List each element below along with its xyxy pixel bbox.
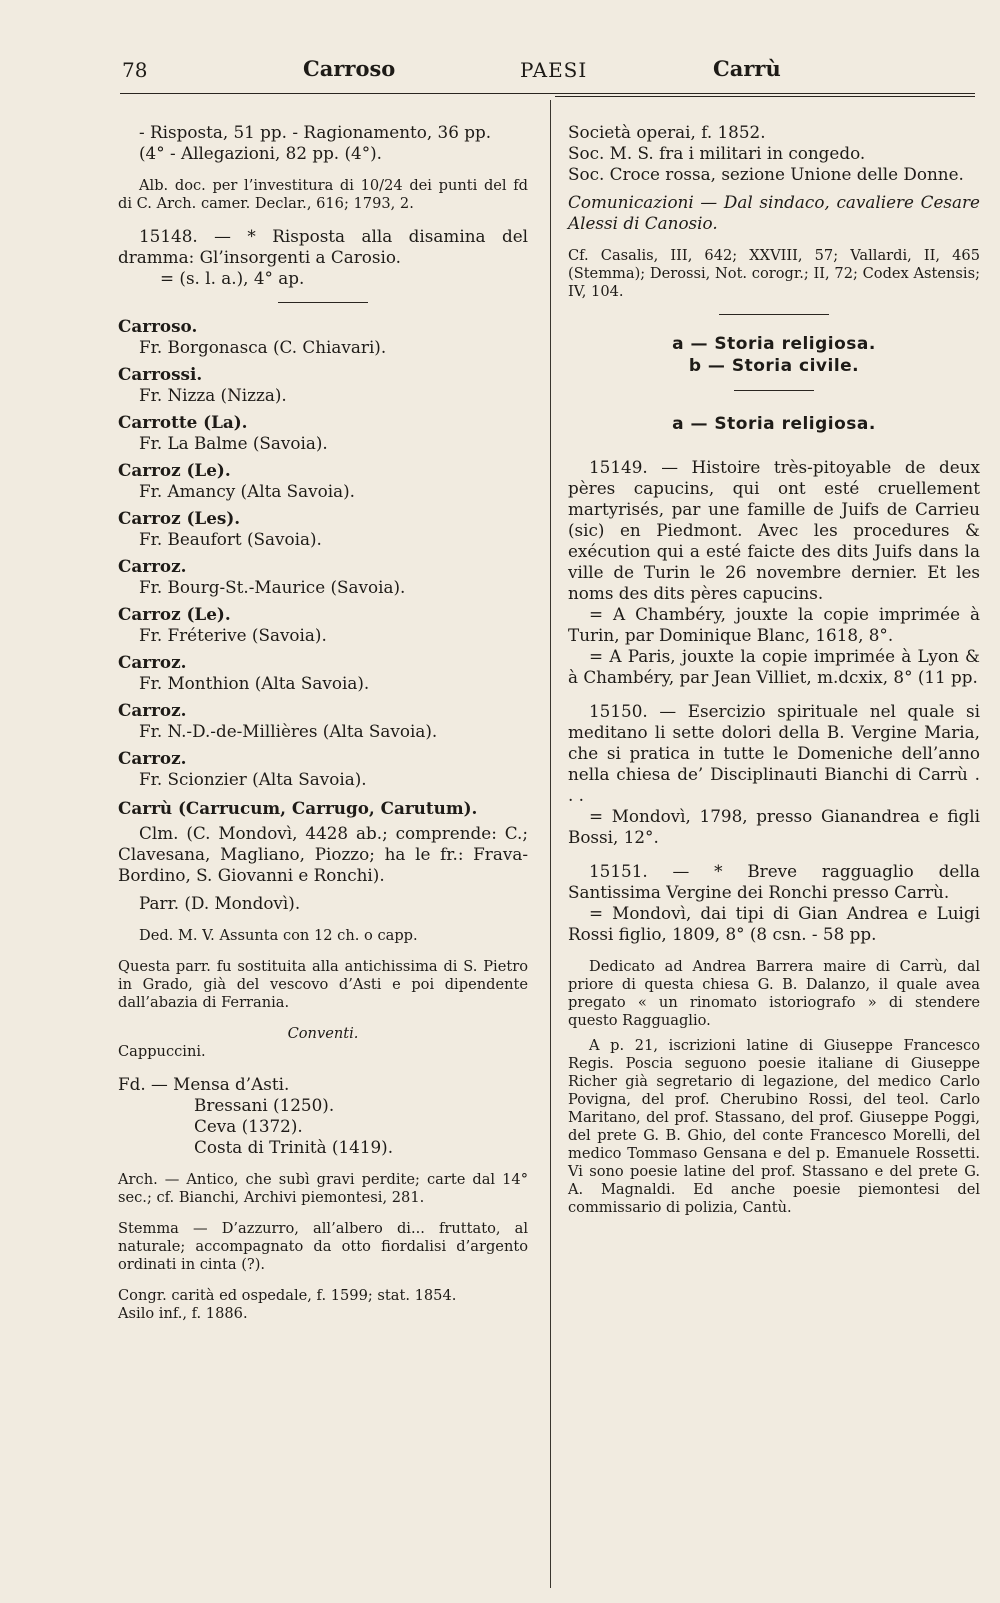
fd-line: Bressani (1250). <box>194 1095 335 1115</box>
section-heading-a: a — Storia religiosa. <box>672 414 876 434</box>
header-rule-double <box>555 96 975 97</box>
header-right-term: Carrù <box>713 56 781 81</box>
cappuccini: Cappuccini. <box>118 1043 206 1060</box>
column-divider <box>550 100 551 1588</box>
place-name: Carrossi. <box>118 364 203 384</box>
toc-item-b: b — Storia civile. <box>688 356 860 376</box>
place-entry <box>118 556 528 598</box>
place-entry <box>118 652 528 694</box>
separator <box>719 314 829 315</box>
entry-15149-imprint-1: = A Chambéry, jouxte la copie imprimée à Turin, par Dominique Blanc, 1618, 8°. <box>568 604 980 645</box>
carru-questa-note: Questa parr. fu sostituita alla antichissima di S. Pietro in Grado, già del vescovo d’Asti e poi dipendente dall’abazia di Ferrania. <box>118 958 528 1011</box>
congr-note: Congr. carità ed ospedale, f. 1599; stat. 1854. <box>118 1287 457 1304</box>
place-fraction: Fr. Beaufort (Savoia). <box>139 529 322 549</box>
place-name: Carroz. <box>118 748 187 768</box>
comunicazioni: Comunicazioni — Dal sindaco, cavaliere Cesare Alessi di Canosio. <box>568 192 980 233</box>
place-name: Carroz (Le). <box>118 460 231 480</box>
cf-references: Cf. Casalis, III, 642; XXVIII, 57; Vallardi, II, 465 (Stemma); Derossi, Not. corogr.; II, 72; Codex Astensis; IV, 104. <box>568 247 980 300</box>
place-fraction: Fr. Fréterive (Savoia). <box>139 625 327 645</box>
entry-15150-imprint: = Mondovì, 1798, presso Gianandrea e figli Bossi, 12°. <box>568 806 980 847</box>
place-entry <box>118 508 528 550</box>
place-entry <box>118 460 528 502</box>
header-left-term: Carroso <box>303 56 396 81</box>
place-entry <box>118 748 528 790</box>
toc-item-a: a — Storia religiosa. <box>672 334 876 354</box>
dedicato-note: Dedicato ad Andrea Barrera maire di Carrù, dal priore di questa chiesa G. B. Dalanzo, il quale avea pregato « un rinomato istoriografo » di stendere questo Ragguaglio. <box>568 958 980 1029</box>
place-fraction: Fr. Monthion (Alta Savoia). <box>139 673 370 693</box>
place-entry <box>118 604 528 646</box>
allegazioni-line: (4° - Allegazioni, 82 pp. (4°). <box>139 143 382 163</box>
entry-15150: 15150. — Esercizio spirituale nel quale si meditano li sette dolori della B. Vergine Maria, che si pratica in tutte le Domeniche dell’anno nella chiesa de’ Disciplinauti Bianchi di Carrù . . . <box>568 701 980 805</box>
place-fraction: Fr. La Balme (Savoia). <box>139 433 328 453</box>
society-line: Società operai, f. 1852. <box>568 122 766 142</box>
place-name: Carroz. <box>118 556 187 576</box>
fd-line: Ceva (1372). <box>194 1116 303 1136</box>
header-center-title: PAESI <box>520 58 588 82</box>
fd-list <box>118 1074 528 1158</box>
header-rule <box>120 93 975 94</box>
place-name: Carroz. <box>118 700 187 720</box>
place-entry <box>118 316 528 358</box>
entry-15151: 15151. — * Breve ragguaglio della Santissima Vergine dei Ronchi presso Carrù. <box>568 861 980 902</box>
place-name: Carrotte (La). <box>118 412 248 432</box>
place-fraction: Fr. Bourg-St.-Maurice (Savoia). <box>139 577 406 597</box>
place-list <box>118 316 528 790</box>
separator <box>278 302 368 303</box>
ap21-note: A p. 21, iscrizioni latine di Giuseppe Francesco Regis. Poscia seguono poesie italiane di Giuseppe Richer già segretario di legazione, del medico Carlo Povigna, del prof. Cherubino Rossi, del teol. Carlo Maritano, del prof. Stassano, del prof. Giuseppe Poggi, del prete G. B. Ghio, del conte Francesco Morelli, del medico Tommaso Gensana e del p. Emanuele Rossetti. Vi sono poesie latine del prof. Stassano e del prete G. A. Magnaldi. Ed anche poesie piemontesi del commissario di polizia, Cantù. <box>568 1037 980 1216</box>
fd-line: Fd. — Mensa d’Asti. <box>118 1074 290 1094</box>
place-name: Carroso. <box>118 316 198 336</box>
entry-15149: 15149. — Histoire très-pitoyable de deux pères capucins, qui ont esté cruellement martyrisés, par une famille de Juifs de Carrieu (sic) en Piedmont. Avec les procedures & exécution qui a esté faicte des dits Juifs dans la ville de Turin le 26 novembre dernier. Et les noms des dits pères capucins. <box>568 457 980 603</box>
place-entry <box>118 412 528 454</box>
separator <box>734 390 814 391</box>
carru-parr: Parr. (D. Mondovì). <box>139 893 301 913</box>
right-column <box>568 108 980 1217</box>
carru-heading: Carrù (Carrucum, Carrugo, Carutum). <box>118 798 478 818</box>
place-entry <box>118 364 528 406</box>
arch-note: Arch. — Antico, che subì gravi perdite; carte dal 14° sec.; cf. Bianchi, Archivi piemontesi, 281. <box>118 1171 528 1206</box>
entry-15148-imprint: = (s. l. a.), 4° ap. <box>160 268 305 288</box>
entry-15148: 15148. — * Risposta alla disamina del dramma: Gl’insorgenti a Carosio. <box>118 226 528 267</box>
place-fraction: Fr. Borgonasca (C. Chiavari). <box>139 337 387 357</box>
entry-15149-imprint-2: = A Paris, jouxte la copie imprimée à Lyon & à Chambéry, par Jean Villiet, m.dcxix, 8° (11 pp. <box>568 646 980 687</box>
left-column <box>118 108 528 1323</box>
place-entry <box>118 700 528 742</box>
place-name: Carroz. <box>118 652 187 672</box>
fd-line: Costa di Trinità (1419). <box>194 1137 394 1157</box>
entry-15151-imprint: = Mondovì, dai tipi di Gian Andrea e Luigi Rossi figlio, 1809, 8° (8 csn. - 58 pp. <box>568 903 980 944</box>
place-fraction: Fr. Scionzier (Alta Savoia). <box>139 769 367 789</box>
running-header <box>0 52 1000 92</box>
carru-ded: Ded. M. V. Assunta con 12 ch. o capp. <box>139 927 418 944</box>
society-line: Soc. M. S. fra i militari in congedo. <box>568 143 866 163</box>
stemma-note: Stemma — D’azzurro, all’albero di... fruttato, al naturale; accompagnato da otto fiordalisi d’argento ordinati in cinta (?). <box>118 1220 528 1273</box>
place-fraction: Fr. N.-D.-de-Millières (Alta Savoia). <box>139 721 438 741</box>
place-fraction: Fr. Nizza (Nizza). <box>139 385 287 405</box>
carru-clm: Clm. (C. Mondovì, 4428 ab.; comprende: C.; Clavesana, Magliano, Piozzo; ha le fr.: Frava-Bordino, S. Giovanni e Ronchi). <box>118 823 528 885</box>
conventi-heading: Conventi. <box>287 1025 359 1042</box>
place-name: Carroz (Les). <box>118 508 241 528</box>
risposta-line: - Risposta, 51 pp. - Ragionamento, 36 pp. <box>139 122 492 142</box>
society-line: Soc. Croce rossa, sezione Unione delle Donne. <box>568 164 964 184</box>
alb-note: Alb. doc. per l’investitura di 10/24 dei punti del fd di C. Arch. camer. Declar., 616; 1793, 2. <box>118 177 528 212</box>
place-name: Carroz (Le). <box>118 604 231 624</box>
page-number: 78 <box>122 58 148 82</box>
place-fraction: Fr. Amancy (Alta Savoia). <box>139 481 356 501</box>
asilo-note: Asilo inf., f. 1886. <box>118 1305 248 1322</box>
